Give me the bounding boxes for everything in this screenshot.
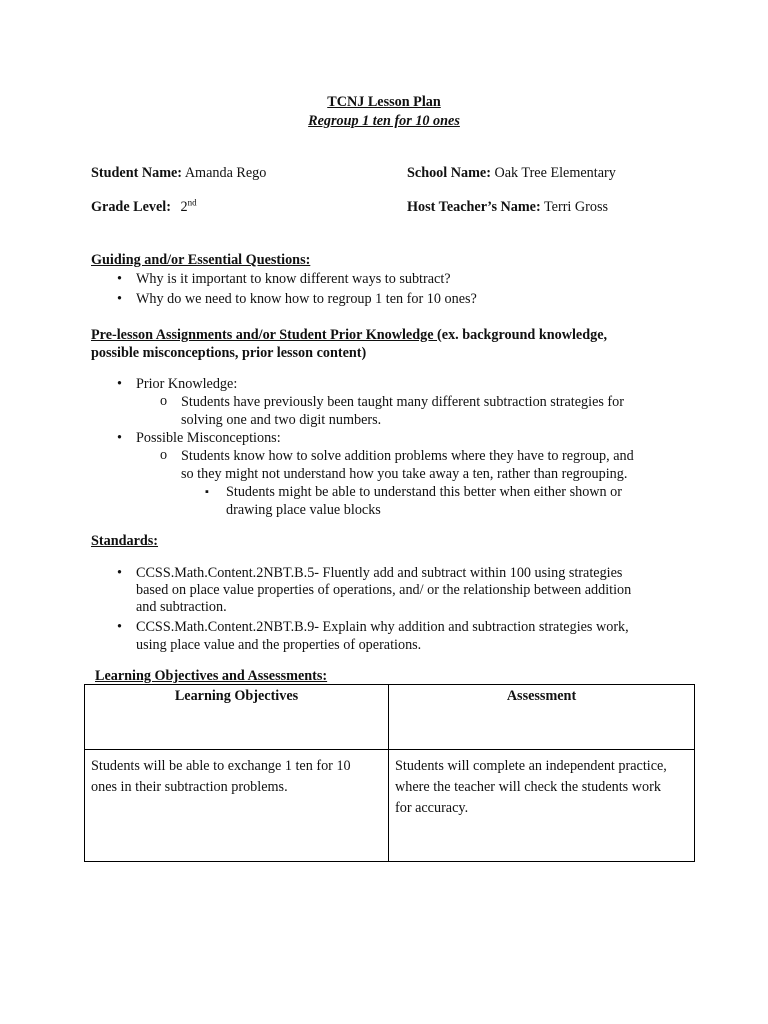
prelesson-heading	[91, 326, 607, 344]
objective-line2: ones in their subtraction problems.	[91, 779, 288, 795]
table-header-cell	[389, 685, 695, 750]
bullet-icon: •	[117, 430, 122, 446]
host-teacher-value: Terri Gross	[544, 199, 609, 215]
misconceptions-label: Possible Misconceptions:	[136, 430, 281, 446]
standard-item-line2: using place value and the properties of operations.	[136, 637, 422, 653]
table-header-cell	[85, 685, 389, 750]
standard-item-line1: CCSS.Math.Content.2NBT.B.5- Fluently add and subtract within 100 using strategies	[136, 565, 623, 581]
misconception-sub-line1: Students might be able to understand this better when either shown or	[226, 484, 622, 500]
prior-knowledge-text-line1: Students have previously been taught many different subtraction strategies for	[181, 394, 624, 410]
standards-heading: Standards:	[91, 533, 159, 549]
standard-item-line2: based on place value properties of operations, and/ or the relationship between addition	[136, 582, 632, 598]
bullet-icon: •	[117, 291, 122, 307]
grade-level-number: 2	[180, 199, 188, 215]
student-name-row	[91, 164, 266, 182]
misconception-text-line1: Students know how to solve addition problems where they have to regroup, and	[181, 448, 634, 464]
assessment-cell	[389, 750, 695, 862]
table-row	[85, 750, 695, 862]
guiding-question-item: Why is it important to know different ways to subtract?	[136, 271, 451, 287]
grade-level-label: Grade Level:	[91, 199, 171, 215]
objective-cell	[85, 750, 389, 862]
grade-level-row	[91, 198, 197, 216]
objectives-table	[84, 684, 695, 862]
prelesson-heading-rest: (ex. background knowledge,	[437, 327, 608, 343]
host-teacher-row	[407, 198, 608, 216]
objectives-heading: Learning Objectives and Assessments:	[95, 668, 328, 684]
school-name-label: School Name:	[407, 165, 491, 181]
bullet-icon: •	[117, 619, 122, 635]
square-bullet-icon: ▪	[205, 486, 209, 498]
school-name-value: Oak Tree Elementary	[494, 165, 616, 181]
school-name-row	[407, 164, 616, 182]
assessment-line3: for accuracy.	[395, 800, 469, 816]
standard-item-line1: CCSS.Math.Content.2NBT.B.9- Explain why addition and subtraction strategies work,	[136, 619, 629, 635]
bullet-icon: •	[117, 376, 122, 392]
assessment-header: Assessment	[506, 688, 577, 704]
prior-knowledge-text-line2: solving one and two digit numbers.	[181, 412, 382, 428]
guiding-question-item: Why do we need to know how to regroup 1 ten for 10 ones?	[136, 291, 477, 307]
prelesson-heading-underlined: Pre-lesson Assignments and/or Student Prior Knowledge	[91, 327, 438, 343]
document-subtitle: Regroup 1 ten for 10 ones	[308, 113, 460, 129]
circle-bullet-icon: o	[160, 393, 168, 409]
assessment-line1: Students will complete an independent practice,	[395, 758, 667, 774]
prior-knowledge-label: Prior Knowledge:	[136, 376, 238, 392]
assessment-text	[389, 750, 694, 819]
objective-line1: Students will be able to exchange 1 ten for 10	[91, 758, 351, 774]
student-name-label: Student Name:	[91, 165, 183, 181]
bullet-icon: •	[117, 565, 122, 581]
student-name-value: Amanda Rego	[184, 165, 267, 181]
objective-text	[85, 750, 388, 798]
misconception-sub-line2: drawing place value blocks	[226, 502, 381, 518]
circle-bullet-icon: o	[160, 447, 168, 463]
misconception-text-line2: so they might not understand how you take away a ten, rather than regrouping.	[181, 466, 628, 482]
table-header-row	[85, 685, 695, 750]
grade-level-suffix: nd	[187, 197, 197, 208]
assessment-line2: where the teacher will check the students work	[395, 779, 661, 795]
learning-objectives-header: Learning Objectives	[174, 688, 299, 704]
document-title: TCNJ Lesson Plan	[327, 94, 441, 110]
host-teacher-label: Host Teacher’s Name:	[407, 199, 541, 215]
guiding-questions-heading: Guiding and/or Essential Questions:	[91, 252, 311, 268]
bullet-icon: •	[117, 271, 122, 287]
standard-item-line3: and subtraction.	[136, 599, 227, 615]
grade-level-value	[181, 199, 197, 215]
prelesson-heading-line2: possible misconceptions, prior lesson content)	[91, 345, 367, 361]
